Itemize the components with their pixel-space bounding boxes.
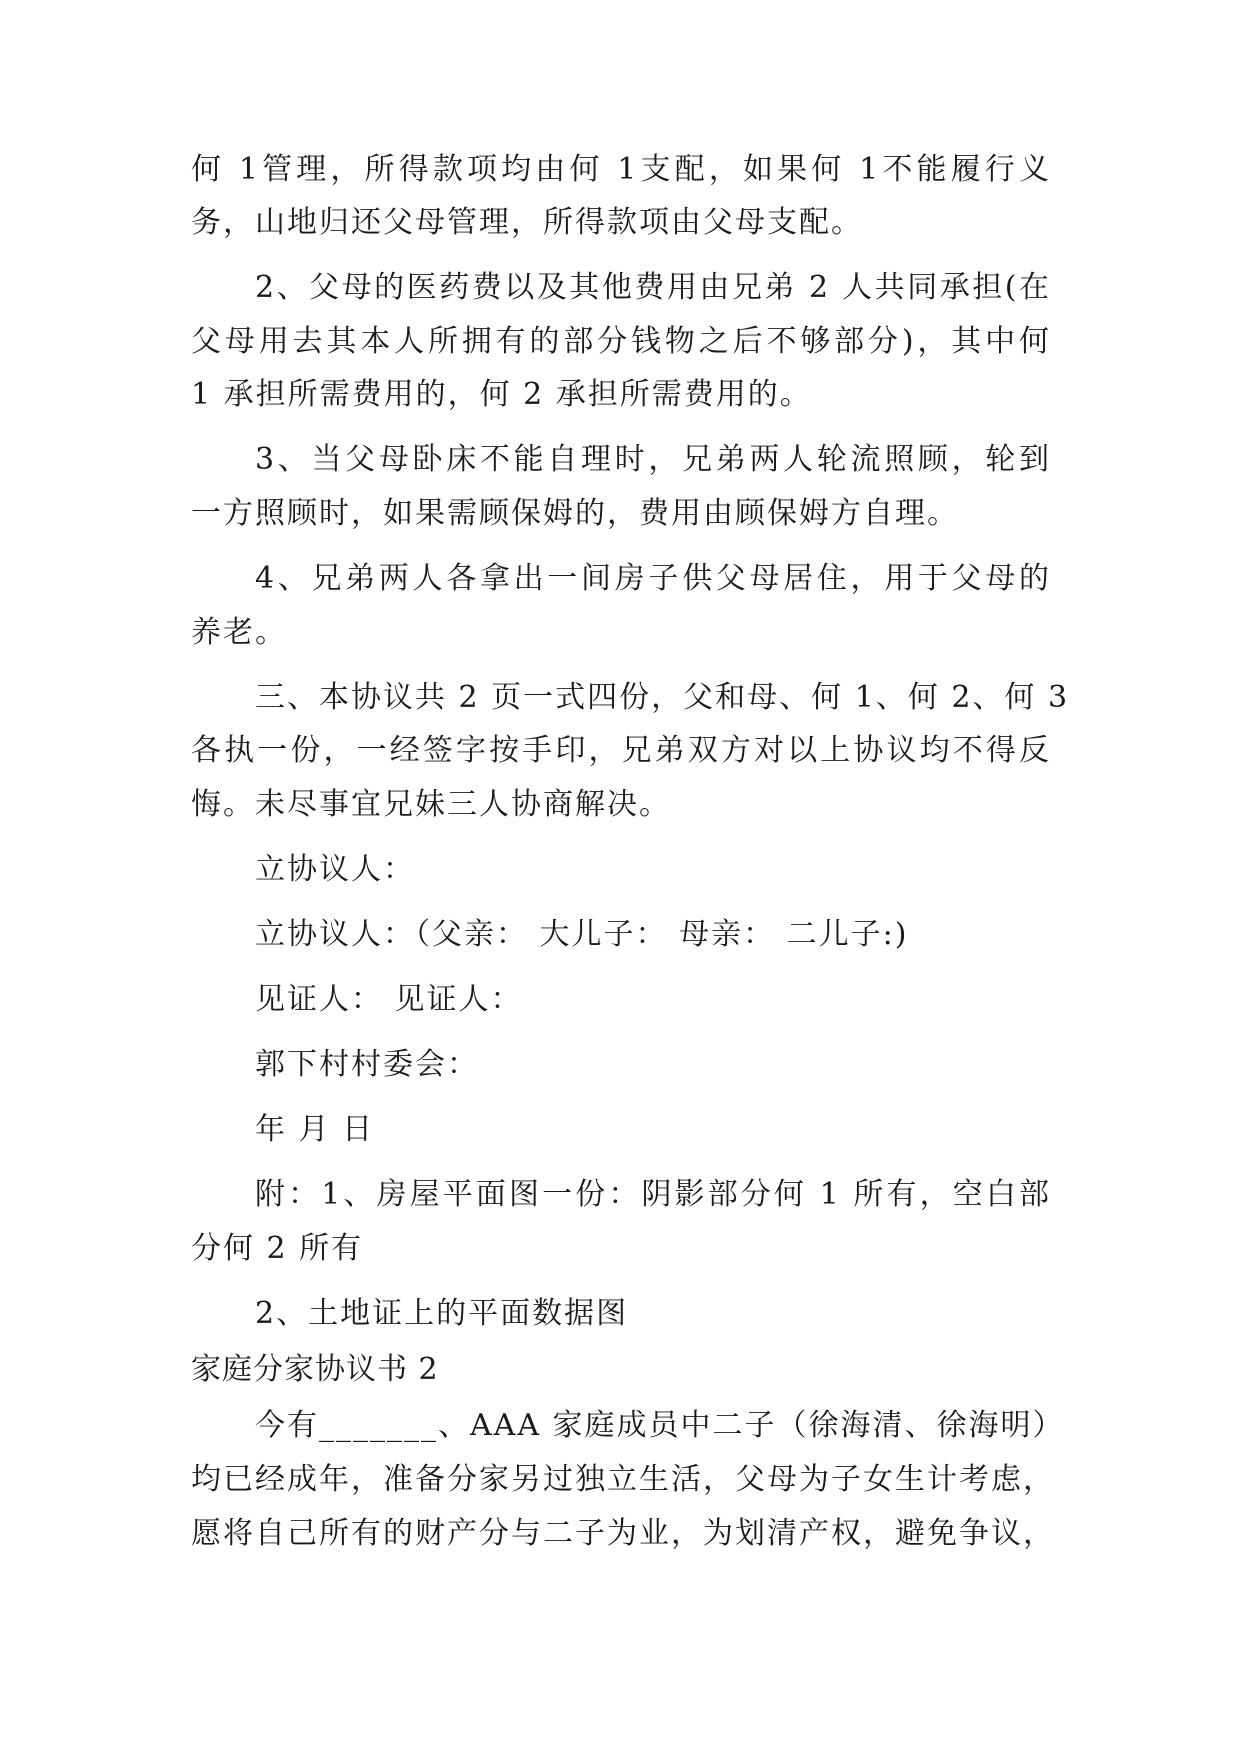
signatory-line: 立协议人：	[255, 852, 415, 887]
paragraph-line: 悔。未尽事宜兄妹三人协商解决。	[191, 787, 671, 822]
section-heading: 家庭分家协议书 2	[191, 1352, 439, 1387]
witness-line: 见证人： 见证人：	[255, 982, 523, 1017]
attachment-line: 2、土地证上的平面数据图	[255, 1296, 629, 1331]
paragraph-line: 4、兄弟两人各拿出一间房子供父母居住，用于父母的	[255, 561, 1051, 596]
paragraph-line: 三、本协议共 2 页一式四份，父和母、何 1、何 2、何 3	[255, 680, 1070, 715]
paragraph-line: 何 1管理，所得款项均由何 1支配，如果何 1不能履行义	[191, 152, 1051, 187]
attachment-line: 分何 2 所有	[191, 1231, 364, 1266]
paragraph-line: 愿将自己所有的财产分与二子为业，为划清产权，避免争议，	[191, 1516, 1055, 1551]
paragraph-line: 父母用去其本人所拥有的部分钱物之后不够部分)，其中何	[191, 324, 1051, 359]
paragraph-line: 均已经成年，准备分家另过独立生活，父母为子女生计考虑，	[191, 1462, 1055, 1497]
paragraph-line: 各执一份，一经签字按手印，兄弟双方对以上协议均不得反	[191, 733, 1051, 768]
paragraph-line: 务，山地归还父母管理，所得款项由父母支配。	[191, 205, 863, 240]
date-line: 年 月 日	[255, 1112, 375, 1147]
signatory-line: 立协议人：（父亲： 大儿子： 母亲： 二儿子:)	[255, 917, 909, 952]
paragraph-line: 养老。	[191, 615, 287, 650]
paragraph-line: 3、当父母卧床不能自理时，兄弟两人轮流照顾，轮到	[255, 442, 1051, 477]
paragraph-line: 一方照顾时，如果需顾保姆的，费用由顾保姆方自理。	[191, 496, 959, 531]
committee-line: 郭下村村委会：	[255, 1047, 479, 1082]
paragraph-line: 2、父母的医药费以及其他费用由兄弟 2 人共同承担(在	[255, 270, 1051, 305]
paragraph-line: 1 承担所需费用的，何 2 承担所需费用的。	[191, 377, 812, 412]
attachment-line: 附：1、房屋平面图一份：阴影部分何 1 所有，空白部	[255, 1177, 1051, 1212]
paragraph-line: 今有_______、AAA 家庭成员中二子（徐海清、徐海明）	[255, 1408, 1065, 1443]
